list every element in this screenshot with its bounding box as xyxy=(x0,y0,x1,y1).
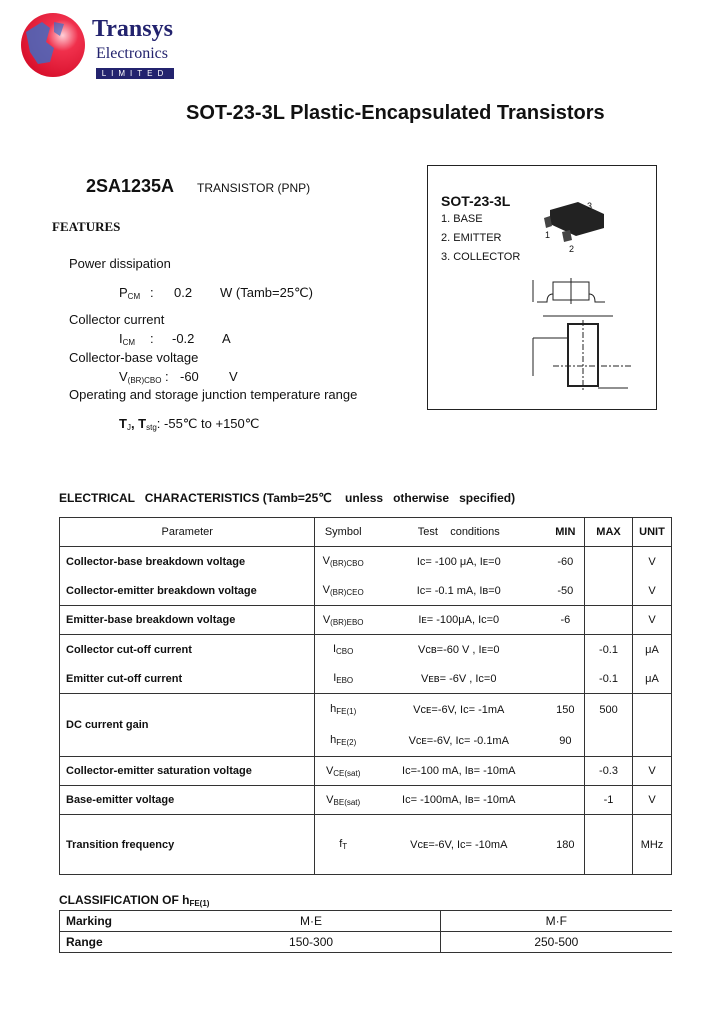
icm-sym: I xyxy=(119,331,123,346)
table-row xyxy=(60,547,672,577)
classification-heading xyxy=(59,893,209,908)
min-cell xyxy=(547,635,585,665)
icm-sub: CM xyxy=(122,338,136,347)
min-cell xyxy=(547,757,585,786)
symbol-text: I xyxy=(332,643,337,655)
pin-2: 2. EMITTER xyxy=(441,232,502,244)
range-row xyxy=(60,932,673,953)
header-symbol: Symbol xyxy=(315,518,371,547)
max-cell: -1 xyxy=(585,786,633,815)
part-type: TRANSISTOR (PNP) xyxy=(197,181,311,195)
pin-label-1: 1 xyxy=(545,230,551,240)
pcm-unit: W (Tamb=25℃) xyxy=(220,285,313,300)
unit-cell: V xyxy=(632,576,671,606)
globe-icon xyxy=(20,12,86,78)
max-cell: 500 xyxy=(585,694,633,726)
max-cell: -0.1 xyxy=(585,635,633,665)
min-cell: -60 xyxy=(547,547,585,577)
symbol-subscript: EBO xyxy=(336,676,354,685)
icm-colon: : xyxy=(150,331,154,346)
pin-label-3: 3 xyxy=(587,201,593,211)
conditions-cell: Iᴄ= -0.1 mA, Iʙ=0 xyxy=(371,576,547,606)
symbol-cell xyxy=(315,635,371,665)
conditions-cell: Vᴇʙ= -6V , Iᴄ=0 xyxy=(371,664,547,694)
symbol-subscript: CBO xyxy=(336,647,354,656)
vcbo-symbol xyxy=(119,369,161,385)
range-me: 150-300 xyxy=(182,932,440,953)
symbol-subscript: T xyxy=(342,842,348,851)
symbol-subscript: (BR)CBO xyxy=(329,559,364,568)
symbol-subscript: (BR)EBO xyxy=(330,617,364,627)
max-cell: -0.1 xyxy=(585,664,633,694)
symbol-text: V xyxy=(322,584,330,596)
unit-cell: V xyxy=(632,786,671,815)
vcbo-label: Collector-base voltage xyxy=(69,350,199,365)
tstg-sym: , T xyxy=(130,416,147,431)
min-cell: -50 xyxy=(547,576,585,606)
unit-cell: V xyxy=(632,547,671,577)
pcm-sym: P xyxy=(119,285,128,300)
symbol-text: h xyxy=(330,703,337,715)
min-cell: 180 xyxy=(547,815,585,875)
parameter-cell: Emitter-base breakdown voltage xyxy=(60,606,315,635)
marking-mf: M·F xyxy=(440,911,672,932)
tj-sub: J xyxy=(126,423,131,432)
parameter-cell: Collector-emitter breakdown voltage xyxy=(60,576,315,606)
parameter-cell: Base-emitter voltage xyxy=(60,786,315,815)
tstg-sub: stg xyxy=(146,423,157,432)
vcbo-value: -60 xyxy=(180,369,199,384)
symbol-cell xyxy=(315,606,371,635)
pcm-sub: CM xyxy=(127,292,141,301)
symbol-text: f xyxy=(339,838,343,850)
marking-me: M·E xyxy=(182,911,440,932)
package-name: SOT-23-3L xyxy=(441,193,511,209)
logo-transys: Transys xyxy=(92,16,173,42)
icm-unit: A xyxy=(222,331,231,346)
classification-title: CLASSIFICATION OF h xyxy=(59,893,190,907)
conditions-cell: Iᴄ= -100 μA, Iᴇ=0 xyxy=(371,547,547,577)
max-cell xyxy=(585,576,633,606)
conditions-cell: Vᴄᴇ=-6V, Iᴄ= -1mA xyxy=(371,694,547,726)
min-cell xyxy=(547,664,585,694)
symbol-subscript: BE(sat) xyxy=(333,797,361,807)
max-cell xyxy=(585,606,633,635)
parameter-cell: Collector-emitter saturation voltage xyxy=(60,757,315,786)
vcbo-sym: V xyxy=(119,369,128,384)
table-row xyxy=(60,606,672,635)
symbol-subscript: FE(2) xyxy=(336,738,357,747)
temp-value: : -55℃ to +150℃ xyxy=(156,416,260,431)
parameter-cell: DC current gain xyxy=(60,694,315,757)
symbol-cell xyxy=(315,576,371,606)
min-cell: -6 xyxy=(547,606,585,635)
pin-3: 3. COLLECTOR xyxy=(441,251,521,263)
marking-row xyxy=(60,911,673,932)
symbol-subscript: (BR)CEO xyxy=(329,588,364,597)
table-row xyxy=(60,757,672,786)
max-cell xyxy=(585,725,633,757)
range-mf: 250-500 xyxy=(440,932,672,953)
unit-cell: V xyxy=(632,606,671,635)
pin-label-2: 2 xyxy=(569,244,575,254)
conditions-cell: Vᴄᴇ=-6V, Iᴄ= -0.1mA xyxy=(371,725,547,757)
package-box xyxy=(427,165,657,410)
symbol-text: V xyxy=(326,793,334,806)
vcbo-unit: V xyxy=(229,369,238,384)
unit-cell: V xyxy=(632,757,671,786)
logo-electronics: Electronics xyxy=(96,45,168,62)
conditions-cell: Vᴄʙ=-60 V , Iᴇ=0 xyxy=(371,635,547,665)
pcm-symbol xyxy=(119,285,140,301)
max-cell: -0.3 xyxy=(585,757,633,786)
table-header-row xyxy=(60,518,672,547)
symbol-subscript: CE(sat) xyxy=(333,768,361,778)
table-row xyxy=(60,694,672,726)
classification-table xyxy=(59,910,672,953)
symbol-cell xyxy=(315,786,371,815)
symbol-cell xyxy=(315,757,371,786)
vcbo-sub: (BR)CBO xyxy=(127,376,162,385)
symbol-cell xyxy=(315,694,371,726)
min-cell xyxy=(547,786,585,815)
header-min: MIN xyxy=(547,518,585,547)
pin-1: 1. BASE xyxy=(441,213,483,225)
company-logo xyxy=(18,12,183,82)
vcbo-colon: : xyxy=(165,369,169,384)
header-parameter: Parameter xyxy=(60,518,315,547)
electrical-characteristics-table xyxy=(59,517,672,875)
icm-value: -0.2 xyxy=(172,331,195,346)
temp-range xyxy=(119,416,259,432)
unit-cell xyxy=(632,725,671,757)
unit-cell xyxy=(632,694,671,726)
page-title: SOT-23-3L Plastic-Encapsulated Transistors xyxy=(186,102,605,124)
min-cell: 90 xyxy=(547,725,585,757)
unit-cell: MHz xyxy=(632,815,671,875)
classification-sub: FE(1) xyxy=(189,899,210,908)
min-cell: 150 xyxy=(547,694,585,726)
symbol-subscript: FE(1) xyxy=(336,707,357,716)
conditions-cell: Vᴄᴇ=-6V, Iᴄ= -10mA xyxy=(371,815,547,875)
table-row xyxy=(60,635,672,665)
package-3d-icon xyxy=(538,196,618,256)
logo-limited: LIMITED xyxy=(96,68,174,79)
conditions-cell: Iᴇ= -100μA, Iᴄ=0 xyxy=(371,606,547,635)
symbol-cell xyxy=(315,725,371,757)
symbol-cell xyxy=(315,547,371,577)
temp-label: Operating and storage junction temperature range xyxy=(69,387,358,402)
unit-cell: μA xyxy=(632,635,671,665)
max-cell xyxy=(585,815,633,875)
table-row xyxy=(60,786,672,815)
symbol-text: I xyxy=(333,672,337,684)
parameter-cell: Collector-base breakdown voltage xyxy=(60,547,315,577)
header-unit: UNIT xyxy=(632,518,671,547)
icm-symbol xyxy=(119,331,135,347)
symbol-text: h xyxy=(330,734,337,746)
power-label: Power dissipation xyxy=(69,256,171,271)
pcm-value: 0.2 xyxy=(174,285,193,300)
conditions-cell: Iᴄ= -100mA, Iʙ= -10mA xyxy=(371,786,547,815)
features-heading: FEATURES xyxy=(52,219,121,234)
conditions-cell: Iᴄ=-100 mA, Iʙ= -10mA xyxy=(371,757,547,786)
table-row xyxy=(60,576,672,606)
header-conditions: Test conditions xyxy=(371,518,547,547)
tj-sym: T xyxy=(119,416,127,431)
electrical-heading: ELECTRICAL CHARACTERISTICS (Tamb=25℃ unless otherwise specified) xyxy=(59,491,516,505)
marking-label: Marking xyxy=(60,911,183,932)
parameter-cell: Emitter cut-off current xyxy=(60,664,315,694)
parameter-cell: Transition frequency xyxy=(60,815,315,875)
range-label: Range xyxy=(60,932,183,953)
table-row xyxy=(60,815,672,875)
symbol-text: V xyxy=(322,555,330,567)
max-cell xyxy=(585,547,633,577)
symbol-cell xyxy=(315,664,371,694)
table-row xyxy=(60,664,672,694)
symbol-cell xyxy=(315,815,371,875)
unit-cell: μA xyxy=(632,664,671,694)
parameter-cell: Collector cut-off current xyxy=(60,635,315,665)
header-max: MAX xyxy=(585,518,633,547)
symbol-text: V xyxy=(322,613,331,626)
symbol-text: V xyxy=(325,764,334,777)
ic-label: Collector current xyxy=(69,312,165,327)
pcm-colon: : xyxy=(150,285,154,300)
package-dimension-drawing xyxy=(523,276,643,396)
part-number: 2SA1235A xyxy=(86,176,175,196)
